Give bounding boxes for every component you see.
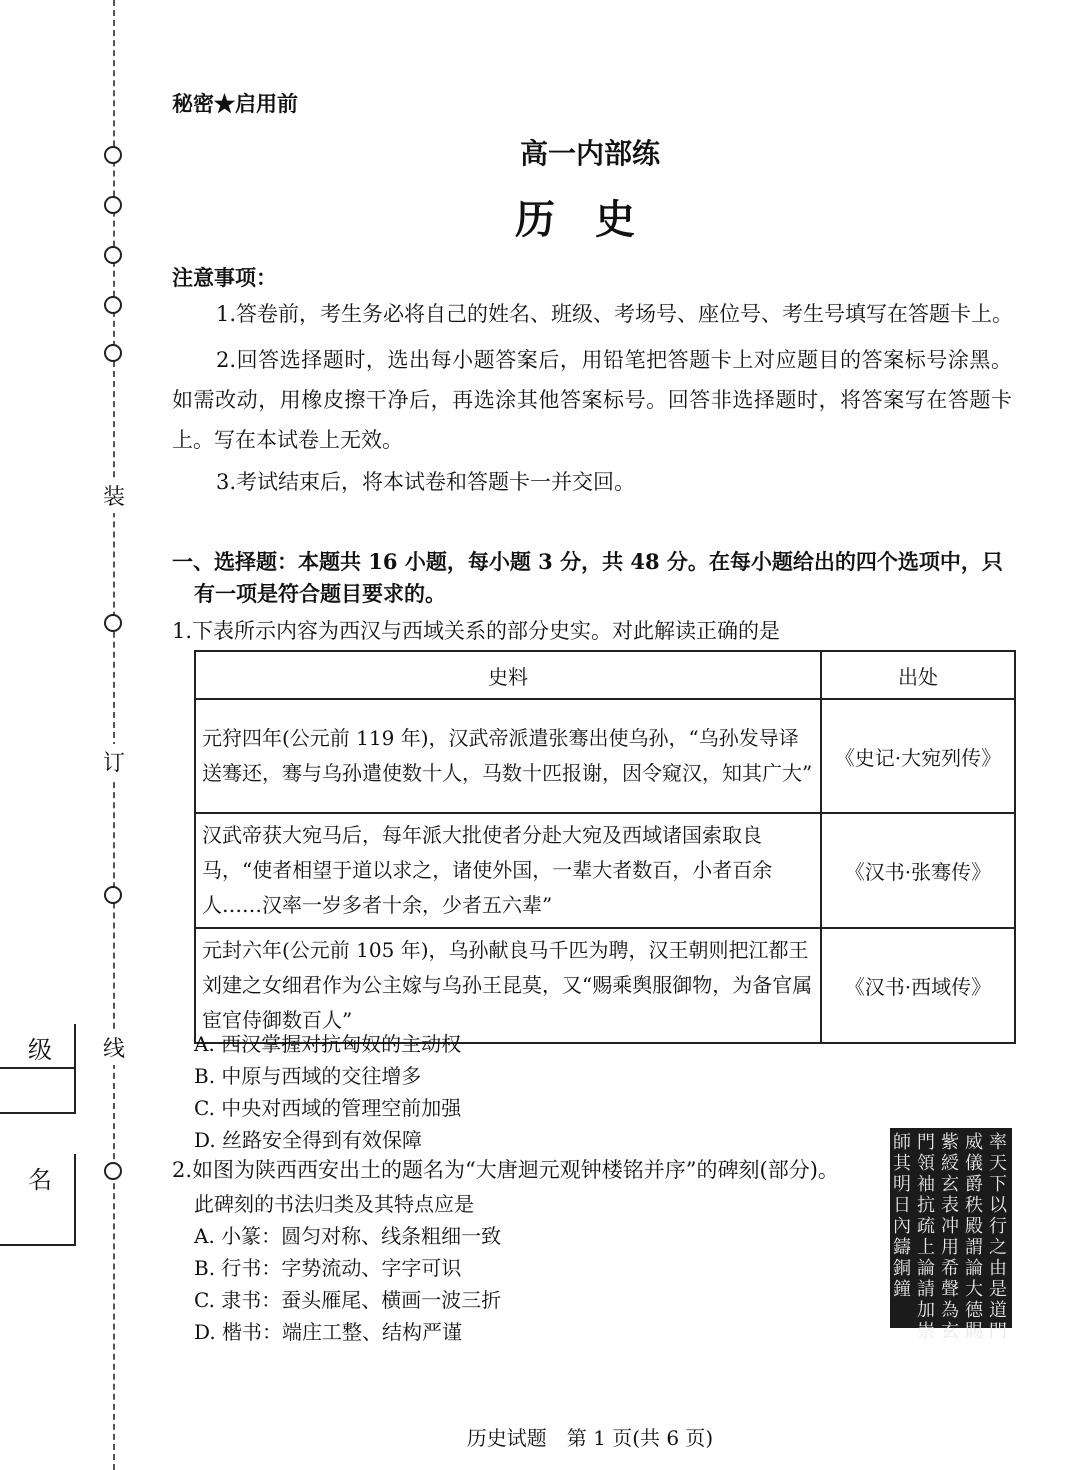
name-field-label: 名 [28,1166,52,1194]
binding-hole-icon [104,246,122,264]
notice-heading: 注意事项： [172,265,277,290]
answer-option: D. 楷书：端庄工整、结构严谨 [194,1320,463,1344]
notice-item: 3.考试结束后，将本试卷和答题卡一并交回。 [216,470,636,494]
class-field-label: 级 [28,1036,52,1064]
table-cell-source: 《汉书·西域传》 [821,928,1015,1043]
binding-char: 订 [101,744,127,779]
answer-option: A. 小篆：圆匀对称、线条粗细一致 [194,1224,502,1248]
binding-hole-icon [104,296,122,314]
question-stem: 2.如图为陕西西安出土的题名为“大唐迴元观钟楼铭并序”的碑刻(部分)。 [172,1158,839,1182]
notice-item: 1.答卷前，考生务必将自己的姓名、班级、考场号、座位号、考生号填写在答题卡上。 [216,302,1014,326]
table-cell-text: 汉武帝获大宛马后，每年派大批使者分赴大宛及西域诸国索取良马，“使者相望于道以求之，诸使外国，一辈大者数百，小者百余人……汉率一岁多者十余，少者五六辈” [195,813,821,928]
exam-subtitle: 高一内部练 [519,137,660,170]
field-divider [0,1067,74,1069]
table-header: 史料 [195,651,821,699]
table-cell-source: 《汉书·张骞传》 [821,813,1015,928]
stele-text-column: 率天下以行之由是道門 [989,1132,1007,1342]
notice-item: 2.回答选择题时，选出每小题答案后，用铅笔把答题卡上对应题目的答案标号涂黑。如需改动，用橡皮擦干净后，再选涂其他答案标号。回答非选择题时，将答案写在答题卡上。写在本试卷上无效。 [172,348,1012,452]
stele-rubbing-image [890,1128,1012,1342]
answer-option: C. 中央对西域的管理空前加强 [194,1096,462,1120]
answer-option: B. 中原与西域的交往增多 [194,1064,422,1088]
history-source-table [194,650,1016,1044]
page-footer: 历史试题 第 1 页(共 6 页) [466,1426,714,1450]
table-cell-text: 元封六年(公元前 105 年)，乌孙献良马千匹为聘，汉王朝则把江都王刘建之女细君作为公主嫁与乌孙王昆莫，又“赐乘舆服御物，为备官属宦官侍御数百人” [195,928,821,1043]
answer-option: C. 隶书：蚕头雁尾、横画一波三折 [194,1288,502,1312]
answer-option: A. 西汉掌握对抗匈奴的主动权 [194,1032,462,1056]
stele-text-column: 師其明日內鑄銅鐘 [893,1132,911,1300]
binding-char: 线 [101,1030,127,1065]
section-heading [172,546,1017,610]
binding-hole-icon [104,886,122,904]
binding-hole-icon [104,614,122,632]
stele-text-column: 門領袖抗疏上論請加崇 [917,1132,935,1342]
binding-char: 装 [101,478,127,513]
table-row [195,699,1015,813]
table-row [195,928,1015,1043]
table-cell-text: 元狩四年(公元前 119 年)，汉武帝派遣张骞出使乌孙，“乌孙发导译送骞还，骞与乌孙遣使数十人，马数十匹报谢，因令窥汉，知其广大” [195,699,821,813]
stele-text-column: 威儀爵秩殿謂論大德賜 [965,1132,983,1342]
stele-text-column: 紫綬玄表冲用希聲為玄 [941,1132,959,1342]
table-cell-source: 《史记·大宛列传》 [821,699,1015,813]
question-stem: 1.下表所示内容为西汉与西域关系的部分史实。对此解读正确的是 [172,619,781,643]
table-header-row [195,651,1015,699]
section-heading-line: 有一项是符合题目要求的。 [194,581,446,606]
table-header: 出处 [821,651,1015,699]
binding-hole-icon [104,1162,122,1180]
confidential-mark: 秘密★启用前 [172,91,298,116]
question-stem-cont: 此碑刻的书法归类及其特点应是 [194,1192,474,1216]
section-heading-line: 一、选择题：本题共 16 小题，每小题 3 分，共 48 分。在每小题给出的四个选项中，只 [172,549,1003,574]
table-row [195,813,1015,928]
answer-option: B. 行书：字势流动、字字可识 [194,1256,462,1280]
answer-option: D. 丝路安全得到有效保障 [194,1128,423,1152]
binding-hole-icon [104,344,122,362]
exam-title: 历史 [515,196,675,243]
